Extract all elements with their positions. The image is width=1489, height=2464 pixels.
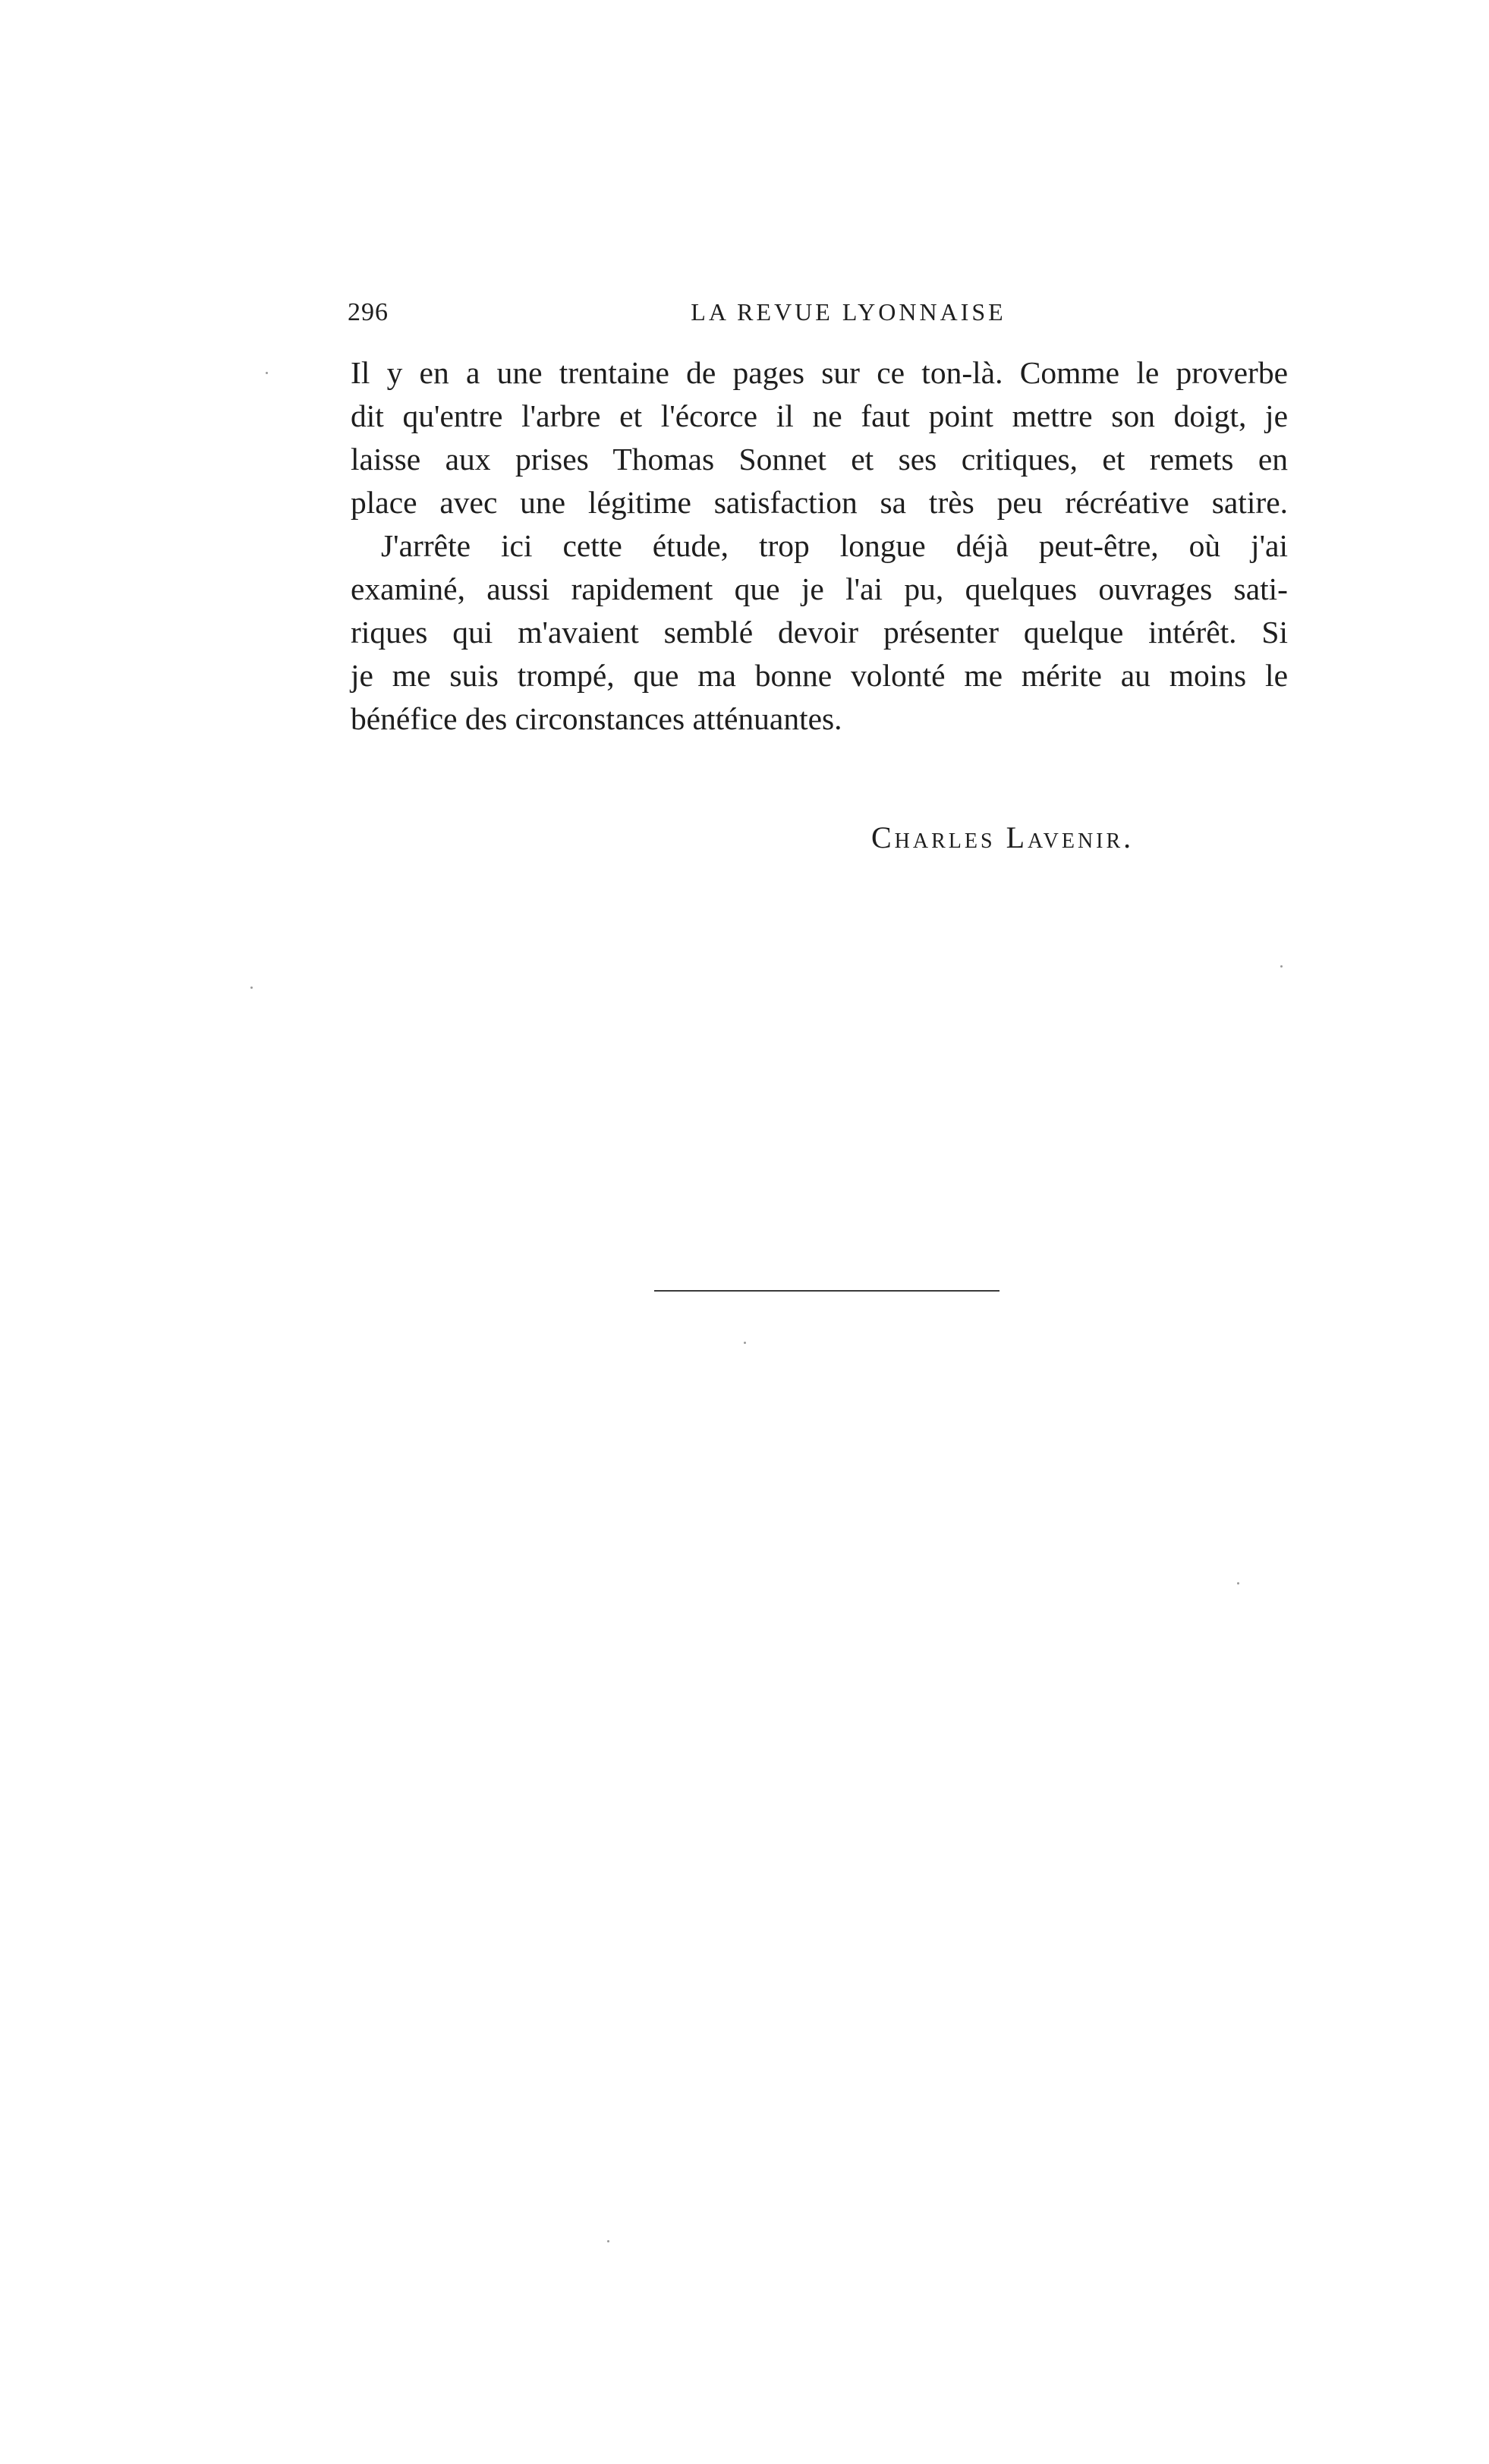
text-line: bénéfice des circonstances atténuantes.: [351, 701, 842, 736]
text-line: examiné, aussi rapidement que je l'ai pu, quelques ouvrages sati-: [351, 571, 1288, 606]
author-signature: Charles Lavenir.: [871, 820, 1135, 854]
body-text: [351, 351, 1288, 741]
text-line: J'arrête ici cette étude, trop longue déjà peut-être, où j'ai: [381, 528, 1288, 563]
paper-speck: [250, 987, 253, 989]
paper-speck: [607, 2240, 609, 2242]
paper-speck: [744, 1342, 746, 1344]
text-line: dit qu'entre l'arbre et l'écorce il ne faut point mettre son doigt, je: [351, 398, 1288, 433]
paper-speck: [1280, 965, 1283, 968]
paper-speck: [266, 372, 268, 374]
page-number: 296: [348, 298, 389, 326]
section-end-rule: [654, 1290, 999, 1292]
text-line: riques qui m'avaient semblé devoir présenter quelque intérêt. Si: [351, 615, 1288, 650]
paragraph-2: [351, 524, 1288, 741]
page-header: [348, 298, 1289, 336]
text-line: place avec une légitime satisfaction sa très peu récréative satire.: [351, 485, 1288, 520]
paragraph-1: [351, 351, 1288, 524]
text-line: laisse aux prises Thomas Sonnet et ses critiques, et remets en: [351, 442, 1288, 477]
paper-speck: [1237, 1582, 1239, 1584]
text-line: je me suis trompé, que ma bonne volonté me mérite au moins le: [351, 658, 1288, 693]
text-line: Il y en a une trentaine de pages sur ce ton-là. Comme le proverbe: [351, 355, 1288, 390]
running-title: LA REVUE LYONNAISE: [691, 298, 1006, 326]
